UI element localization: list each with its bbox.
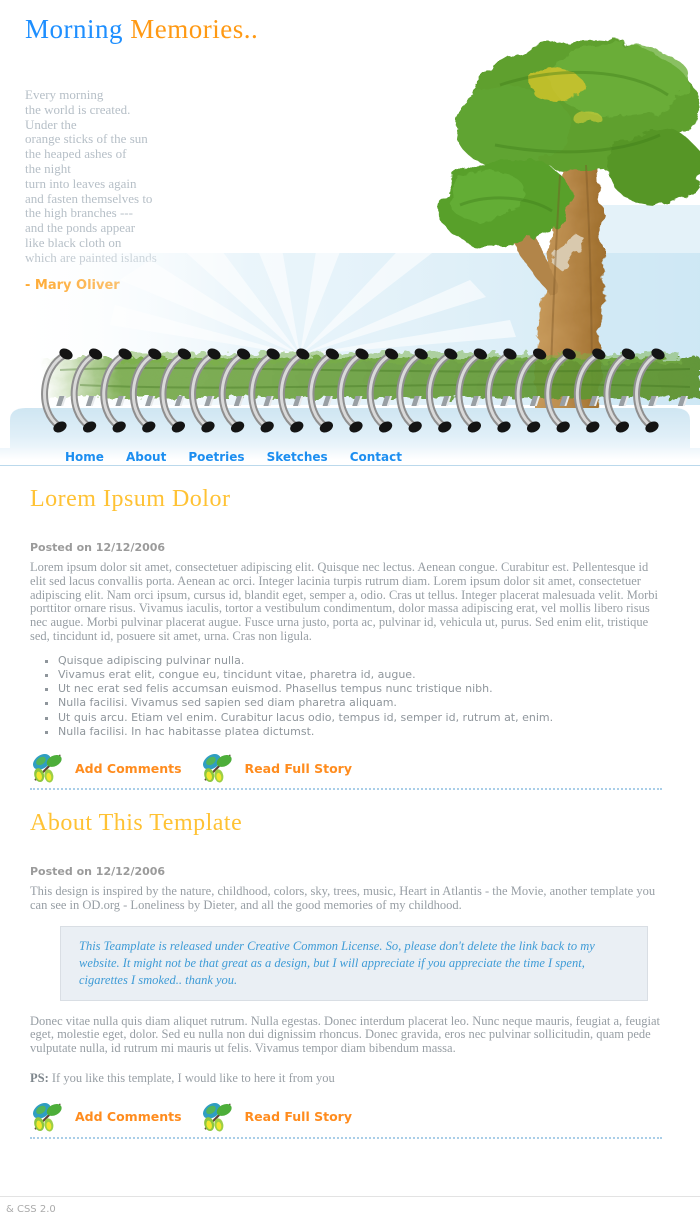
add-comments-link[interactable] xyxy=(30,753,182,783)
article-2-title: About This Template xyxy=(30,810,243,836)
poem-line-9: and the ponds appear xyxy=(25,220,136,236)
poem-line-3: orange sticks of the sun xyxy=(25,131,148,147)
main-content xyxy=(30,484,662,1139)
header-artwork-tree-sketch xyxy=(0,25,700,455)
read-full-story-label: Read Full Story xyxy=(244,760,352,776)
read-full-story-link[interactable] xyxy=(200,753,352,783)
poem-line-10: like black cloth on xyxy=(25,234,122,250)
read-full-story-link[interactable] xyxy=(200,1102,352,1132)
footer xyxy=(0,1196,700,1215)
add-comments-link[interactable] xyxy=(30,1102,182,1132)
article-2-body: Donec vitae nulla quis diam aliquet rutrum. Nulla egestas. Donec interdum placerat leo. Nunc neque mauris, feugiat a, feugiat eget, molestie eget, dolor. Sed eu nulla non dui dignissim rhoncus. Donec gravida, eros nec pulvinar sollicitudin, quam pede vulputate nulla, id rutrum mi mauris ut felis. Vivamus tempor diam bibendum massa. xyxy=(30,1013,660,1056)
article-2-links xyxy=(30,1101,662,1133)
poem-line-1: the world is created. xyxy=(25,101,131,117)
site-title-part2: Memories.. xyxy=(130,14,259,44)
poem-line-0: Every morning xyxy=(25,87,104,102)
footer-text: & CSS 2.0 xyxy=(6,1204,56,1215)
add-comments-label: Add Comments xyxy=(75,760,182,776)
bullet-item-4: ▪ Ut quis arcu. Etiam vel enim. Curabitur lacus odio, tempus id, semper id, rutrum at, enim. xyxy=(58,711,662,725)
article-1-title: Lorem Ipsum Dolor xyxy=(30,486,231,512)
site-title-part1: Morning xyxy=(25,14,131,44)
ps-text: If you like this template, I would like to here it from you xyxy=(48,1070,335,1085)
butterfly-icon xyxy=(30,1102,66,1132)
article-1-links xyxy=(30,752,662,784)
article-1-bullet-list xyxy=(30,654,662,739)
poem-line-8: the high branches --- xyxy=(25,205,133,221)
poem-line-2: Under the xyxy=(25,116,77,132)
read-full-story-label: Read Full Story xyxy=(244,1109,352,1125)
article-1-body: Lorem ipsum dolor sit amet, consectetuer adipiscing elit. Quisque nec lectus. Aenean congue. Curabitur est. Pellentesque id elit sed lacus convallis porta. Aenean ac orci. Integer lacinia turpis rutrum diam. Lorem ipsum dolor sit amet, consectetuer adipiscing elit. Nam orci ipsum, cursus id, blandit eget, semper a, odio. Cras ut tellus. Integer placerat malesuada velit. Morbi porttitor ornare risus. Vivamus iaculis, tortor a vestibulum condimentum, dolor massa adipiscing erat, vel mollis libero risus nec augue. Morbi pulvinar placerat augue. Fusce urna justo, porta ac, pulvinar id, vehicula ut, purus. Sed enim elit, tristique sed, tincidunt id, posuere sit amet, urna. Cras non ligula. xyxy=(30,560,658,643)
poem-line-6: turn into leaves again xyxy=(25,175,137,191)
bullet-item-5: ▪ Nulla facilisi. In hac habitasse platea dictumst. xyxy=(58,725,662,739)
nav-link-2[interactable]: Poetries xyxy=(188,450,245,464)
article-2-posted-date: Posted on 12/12/2006 xyxy=(30,865,166,878)
nav-link-4[interactable]: Contact xyxy=(349,450,402,464)
bullet-item-2: ▪ Ut nec erat sed felis accumsan euismod. Phasellus tempus nunc tristique nibh. xyxy=(58,682,662,696)
dotted-separator xyxy=(30,1137,662,1139)
main-nav xyxy=(0,448,700,466)
nav-link-0[interactable]: Home xyxy=(65,450,104,464)
add-comments-label: Add Comments xyxy=(75,1109,182,1125)
dotted-separator xyxy=(30,788,662,790)
butterfly-icon xyxy=(30,753,66,783)
bullet-item-1: ▪ Vivamus erat elit, congue eu, tincidunt vitae, pharetra id, augue. xyxy=(58,668,662,682)
ps-line xyxy=(30,1071,662,1085)
poem-line-5: the night xyxy=(25,160,71,176)
bullet-item-3: ▪ Nulla facilisi. Vivamus sed sapien sed diam pharetra aliquam. xyxy=(58,696,662,710)
license-note: This Teamplate is released under Creative Common License. So, please don't delete the link back to my website. It might not be that great as a design, but I will appreciate if you appreciate the time I spent, cigarettes I smoked.. thank you. xyxy=(60,926,648,1001)
poem-line-4: the heaped ashes of xyxy=(25,146,127,162)
article-1-posted-date: Posted on 12/12/2006 xyxy=(30,541,166,554)
article-2-intro: This design is inspired by the nature, childhood, colors, sky, trees, music, Heart in Atlantis - the Movie, another template you can see in OD.org - Loneliness by Dieter, and all the good memories of my childhood. xyxy=(30,884,656,912)
ps-label: PS: xyxy=(30,1070,49,1085)
poem-line-7: and fasten themselves to xyxy=(25,190,153,206)
nav-link-1[interactable]: About xyxy=(125,450,167,464)
butterfly-icon xyxy=(200,753,236,783)
nav-link-3[interactable]: Sketches xyxy=(266,450,328,464)
bullet-item-0: ▪ Quisque adipiscing pulvinar nulla. xyxy=(58,654,662,668)
butterfly-icon xyxy=(200,1102,236,1132)
